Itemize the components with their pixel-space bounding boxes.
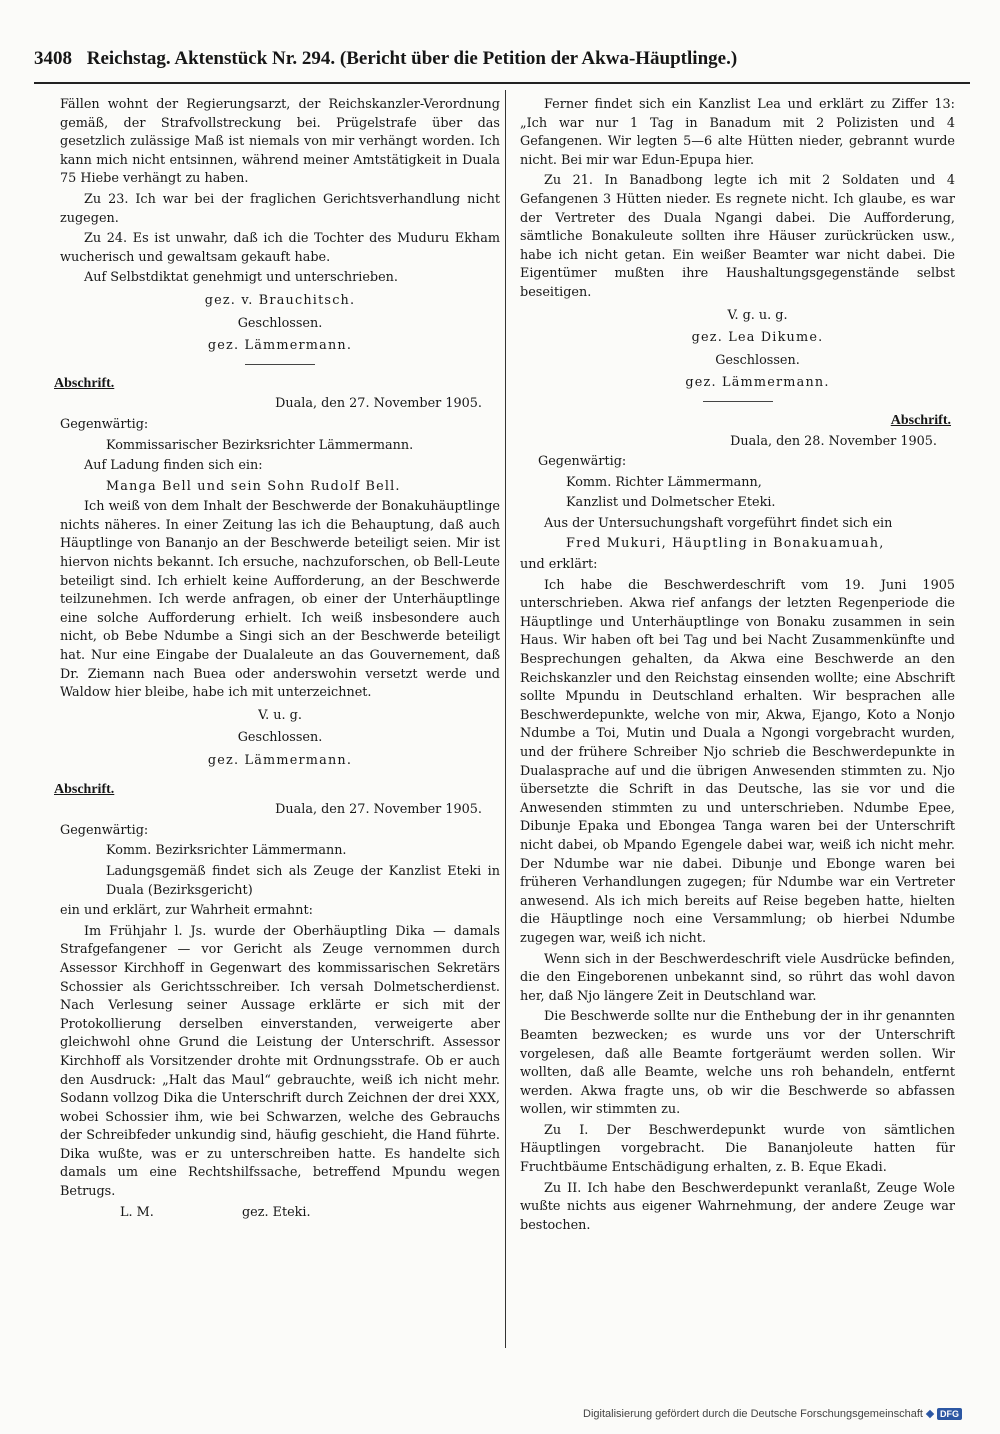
paragraph: Wenn sich in der Beschwerdeschrift viele Ausdrücke befinden, die den Eingeborenen unbekannt sind, so rührt das wohl davon her, daß Njo längere Zeit in Deutschland war.: [520, 951, 955, 1004]
paragraph: Auf Selbstdiktat genehmigt und unterschrieben.: [84, 270, 398, 286]
column-divider: [505, 90, 506, 1348]
clerk-line: Kanzlist und Dolmetscher Eteki.: [566, 495, 776, 511]
paragraph: Zu I. Der Beschwerdepunkt wurde von sämtlichen Häuptlingen vorgebracht. Die Bananjoleute hatten für Fruchtbäume Entschädigung erhalten, z. B. Eque Ekadi.: [520, 1122, 955, 1176]
closing: Geschlossen.: [237, 315, 323, 331]
signature: gez. Lämmermann.: [207, 753, 353, 768]
signature: gez. Lämmermann.: [207, 338, 353, 354]
present-label: Gegenwärtig:: [60, 822, 149, 838]
date-line: Duala, den 28. November 1905.: [730, 433, 937, 449]
dfg-diamond-icon: [926, 1410, 934, 1418]
closing: Geschlossen.: [237, 730, 323, 746]
running-header: [34, 48, 974, 70]
signature: gez. Eteki.: [241, 1204, 311, 1220]
judge-line: Komm. Richter Lämmermann,: [566, 474, 762, 490]
signature: gez. Lämmermann.: [685, 375, 830, 391]
lm-mark: L. M.: [120, 1204, 154, 1220]
paragraph: Ich weiß von dem Inhalt der Beschwerde der Bonakuhäuptlinge nichts näheres. In einer Zeitung las ich die Behauptung, daß auch Häuptlinge von Bananjo an der Beschwerde beteiligt seien. Mir ist hiervon nichts bekannt. Ich ersuche, nachzuforschen, ob Bell-Leute beteiligt sind. Ich erhielt keine Aufforderung, an der Beschwerde teilzunehmen. Ich werde anfragen, ob einer der Unterhäuptlinge eine solche Aufforderung erhielt. Ich weiß insbesondere auch nicht, ob Bebe Ndumbe a Singi sich an der Beschwerde beteiligt hat. Nur eine Eingabe der Dualaleute an das Gouvernement, daß Dr. Ziemann nach Buea oder anderswohin versetzt werde und Waldow hier bleibe, habe ich mit unterzeichnet.: [60, 499, 500, 701]
copy-stamp: Abschrift.: [890, 412, 951, 428]
signature-line: [60, 1204, 500, 1223]
paragraph: Fällen wohnt der Regierungsarzt, der Reichskanzler-Verordnung gemäß, der Strafvollstreckung bei. Prügelstrafe über das gesetzlich zulässige Maß ist niemals von mir verhängt worden. Ich kann mich nicht entsinnen, während meiner Amtstätigkeit in Duala 75 Hiebe verhängt zu haben.: [60, 97, 500, 187]
paragraph: Zu II. Ich habe den Beschwerdepunkt veranlaßt, Zeuge Wole wußte nichts aus eigener Wahrnehmung, der andere Zeuge war bestochen.: [520, 1180, 955, 1233]
witness-line: ein und erklärt, zur Wahrheit ermahnt:: [60, 903, 313, 919]
section-rule: [703, 401, 773, 402]
vug-line: V. g. u. g.: [727, 307, 788, 323]
date-line: Duala, den 27. November 1905.: [275, 802, 482, 818]
footer: [583, 1408, 962, 1420]
persons-line: Manga Bell und sein Sohn Rudolf Bell.: [106, 478, 401, 494]
dfg-logo: DFG: [937, 1408, 962, 1420]
right-column: [520, 96, 955, 1237]
witness-line: Ladungsgemäß findet sich als Zeuge der Kanzlist Eteki in Duala (Bezirksgericht): [106, 863, 500, 898]
paragraph: Zu 24. Es ist unwahr, daß ich die Tochter des Muduru Ekham wucherisch und gewaltsam gekauft habe.: [60, 231, 500, 265]
copy-stamp: Abschrift.: [54, 375, 115, 391]
date-line: Duala, den 27. November 1905.: [275, 396, 482, 412]
paragraph: Ferner findet sich ein Kanzlist Lea und erklärt zu Ziffer 13: „Ich war nur 1 Tag in Banadum mit 2 Polizisten und 4 Gefangenen. Wir legten 5—6 alte Hütten nieder, gebrannt wurde nicht. Bei mir war Edun-Epupa hier.: [520, 97, 955, 168]
judge-line: Komm. Bezirksrichter Lämmermann.: [106, 843, 347, 859]
section-rule: [245, 364, 315, 365]
header-title: Reichstag. Aktenstück Nr. 294. (Bericht über die Petition der Akwa-Häuptlinge.): [86, 48, 738, 69]
closing: Geschlossen.: [715, 352, 800, 368]
left-column: [54, 96, 500, 1224]
present-label: Gegenwärtig:: [538, 454, 627, 470]
person-line: Fred Mukuri, Häuptling in Bonakuamuah,: [566, 536, 885, 552]
present-label: Gegenwärtig:: [60, 416, 149, 432]
signature: gez. Lea Dikume.: [691, 330, 824, 346]
judge-line: Kommissarischer Bezirksrichter Lämmermann.: [106, 437, 414, 453]
paragraph: Im Frühjahr l. Js. wurde der Oberhäuptling Dika — damals Strafgefangener — vor Gericht als Zeuge vernommen durch Assessor Kirchhoff in Gegenwart des kommissarischen Sekretärs Schossier als Gerichtsschreiber. Ich versah Dolmetscherdienst. Nach Verlesung seiner Aussage erklärte er sich mit der Protokollierung derselben einverstanden, verweigerte aber gleichwohl ohne Grund die Leistung der Unterschrift. Assessor Kirchhoff als Vorsitzender drohte mit Ordnungsstrafe. Ob er auch den Ausdruck: „Halt das Maul“ gebrauchte, weiß ich nicht mehr. Sodann vollzog Dika die Unterschrift durch Zeichnen der drei XXX, wobei Schossier ihm, wie bei Schwarzen, welche des Gebrauchs der Schreibfeder unkundig sind, häufig geschieht, die Hand führte. Dika wußte, was er zu unterschreiben hatte. Es handelte sich damals um eine Rechtshilfssache, betreffend Mpundu wegen Betrugs.: [60, 923, 500, 1200]
paragraph: Ich habe die Beschwerdeschrift vom 19. Juni 1905 unterschrieben. Akwa rief anfangs der letzten Regenperiode die Häuptlinge und Unterhäuptlinge von Bonaku zusammen in sein Haus. Wir haben oft bei Tag und bei Nacht Zusammenkünfte und Besprechungen gehalten, da Akwa eine Beschwerde an den Reichskanzler und den Reichstag einsenden wollte; eine Abschrift sollte Mpundu in Deutschland erhalten. Wir besprachen alle Beschwerdepunkte, welche von mir, Akwa, Ejango, Koto a Nonjo Ndumbe a Toi, Mutin und Duala a Ngongi vorgebracht wurden, und der frühere Schreiber Njo schrieb die Beschwerdepunkte in Dualasprache auf und die übrigen Anwesenden stimmten zu. Njo übersetzte die Schrift in das Deutsche, las sie vor und die Anwesenden stimmten zu und unterschrieben. Ndumbe Epee, Dibunje Epaka und Ebongea Tanga waren bei der Unterschrift nicht dabei, ob Mpando Egengele dabei war, weiß ich nicht mehr. Der Ndumbe war nie dabei. Dibunje und Ebonge waren bei früheren Verhandlungen zugegen; für Ndumbe war ein Vertreter anwesend. Als ich mich bereits auf Reise begeben hatte, hielten die Häuptlinge noch eine Versammlung; ob hierbei Ndumbe zugegen war, weiß ich nicht.: [520, 577, 955, 946]
declares-line: und erklärt:: [520, 557, 598, 573]
footer-text: Digitalisierung gefördert durch die Deutsche Forschungsgemeinschaft: [583, 1408, 923, 1420]
paragraph: Zu 23. Ich war bei der fraglichen Gerichtsverhandlung nicht zugegen.: [60, 191, 500, 226]
signature: gez. v. Brauchitsch.: [204, 292, 356, 308]
custody-line: Aus der Untersuchungshaft vorgeführt findet sich ein: [544, 515, 893, 531]
page-number: 3408: [34, 48, 72, 69]
header-rule: [34, 82, 970, 84]
summons-line: Auf Ladung finden sich ein:: [84, 458, 263, 474]
copy-stamp: Abschrift.: [54, 781, 115, 797]
paragraph: Zu 21. In Banadbong legte ich mit 2 Soldaten und 4 Gefangenen 3 Hütten nieder. Es regnete nicht. Ich glaube, es war der Vertreter des Duala Ngangi dabei. Die Aufforderung, sämtliche Bonakuleute sollten ihre Häuser zurückrücken usw., habe ich nicht getan. Ein weißer Beamter war nicht dabei. Die Eigentümer mußten ihre Haushaltungsgegenstände selbst beseitigen.: [520, 173, 955, 300]
paragraph: Die Beschwerde sollte nur die Enthebung der in ihr genannten Beamten bezwecken; es wurde uns vor der Unterschrift vorgelesen, daß alle Beamte fortgeräumt werden sollen. Wir wollten, daß alle Beamte, welche uns roh behandeln, entfernt werden. Akwa fragte uns, ob wir die Beschwerde so abfassen wollen, wir stimmten zu.: [520, 1009, 955, 1118]
vug-line: V. u. g.: [258, 707, 302, 723]
